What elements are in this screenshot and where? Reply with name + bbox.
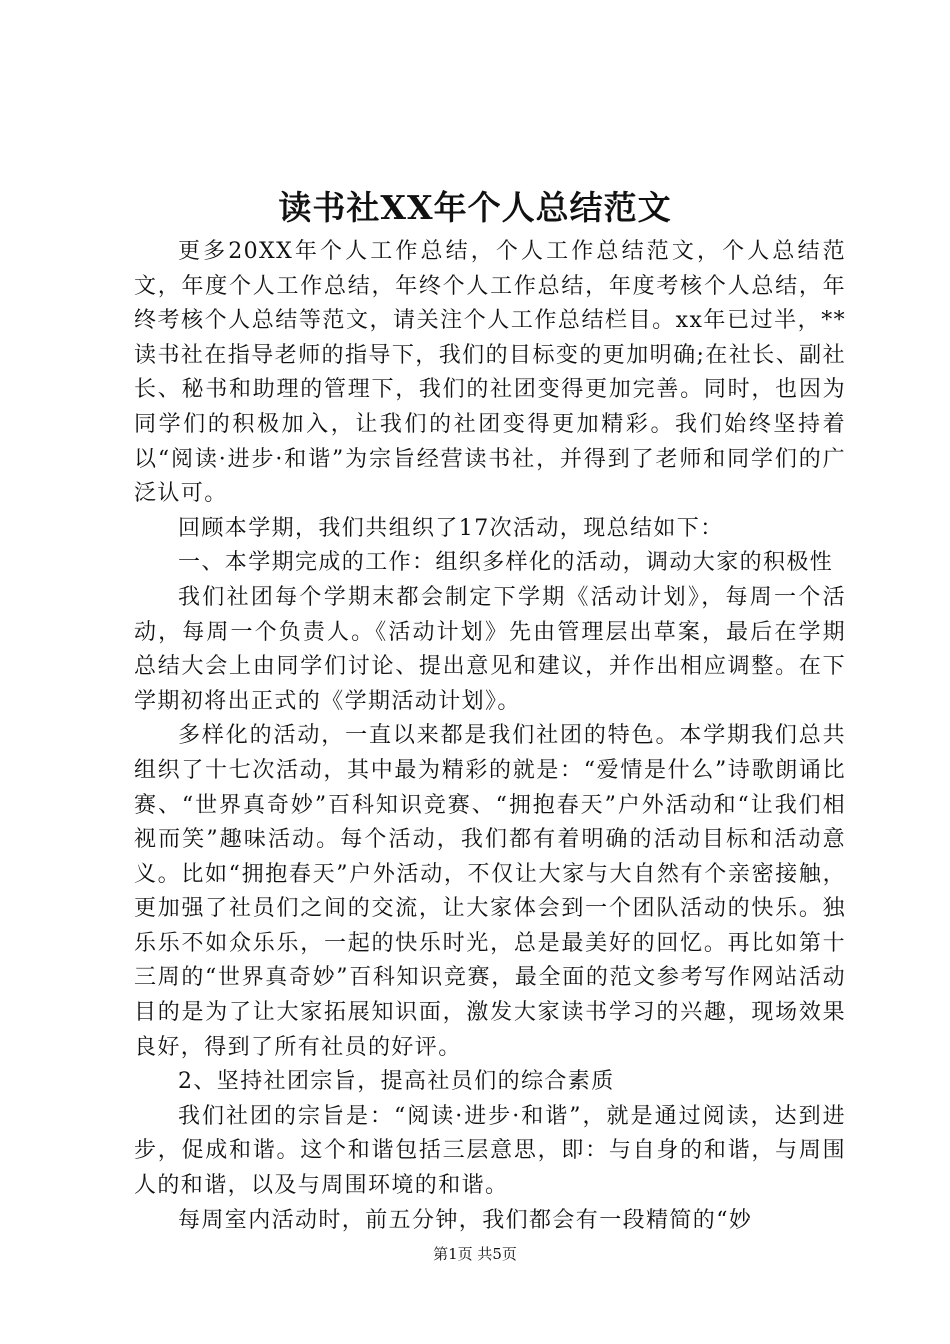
document-body (134, 235, 846, 1238)
paragraph-activities: 多样化的活动，一直以来都是我们社团的特色。本学期我们总共组织了十七次活动，其中最为精彩的就是：“爱情是什么”诗歌朗诵比赛、“世界真奇妙”百科知识竞赛、“拥抱春天”户外活动和“让我们相视而笑”趣味活动。每个活动，我们都有着明确的活动目标和活动意义。比如“拥抱春天”户外活动，不仅让大家与大自然有个亲密接触，更加强了社员们之间的交流，让大家体会到一个团队活动的快乐。独乐乐不如众乐乐，一起的快乐时光，总是最美好的回忆。再比如第十三周的“世界真奇妙”百科知识竞赛，最全面的范文参考写作网站活动目的是为了让大家拓展知识面，激发大家读书学习的兴趣，现场效果良好，得到了所有社员的好评。 (134, 723, 846, 1060)
page-number-footer: 第1页 共5页 (433, 1245, 517, 1263)
section-heading-1: 一、本学期完成的工作：组织多样化的活动，调动大家的积极性 (178, 550, 834, 576)
paragraph-review: 回顾本学期，我们共组织了17次活动，现总结如下： (178, 515, 724, 541)
paragraph-plan: 我们社团每个学期末都会制定下学期《活动计划》，每周一个活动，每周一个负责人。《活动计划》先由管理层出草案，最后在学期总结大会上由同学们讨论、提出意见和建议，并作出相应调整。在下学期初将出正式的《学期活动计划》。 (134, 584, 846, 714)
paragraph-weekly: 每周室内活动时，前五分钟，我们都会有一段精简的“妙 (178, 1207, 753, 1233)
section-heading-2: 2、坚持社团宗旨，提高社员们的综合素质 (178, 1069, 615, 1095)
paragraph-intro: 更多20XX年个人工作总结，个人工作总结范文，个人总结范文，年度个人工作总结，年终个人工作总结，年度考核个人总结，年终考核个人总结等范文，请关注个人工作总结栏目。xx年已过半，**读书社在指导老师的指导下，我们的目标变的更加明确;在社长、副社长、秘书和助理的管理下，我们的社团变得更加完善。同时，也因为同学们的积极加入，让我们的社团变得更加精彩。我们始终坚持着以“阅读·进步·和谐”为宗旨经营读书社，并得到了老师和同学们的广泛认可。 (134, 239, 846, 507)
document-title: 读书社XX年个人总结范文 (278, 188, 672, 227)
paragraph-purpose: 我们社团的宗旨是：“阅读·进步·和谐”，就是通过阅读，达到进步，促成和谐。这个和谐包括三层意思，即：与自身的和谐，与周围人的和谐，以及与周围环境的和谐。 (134, 1103, 846, 1199)
